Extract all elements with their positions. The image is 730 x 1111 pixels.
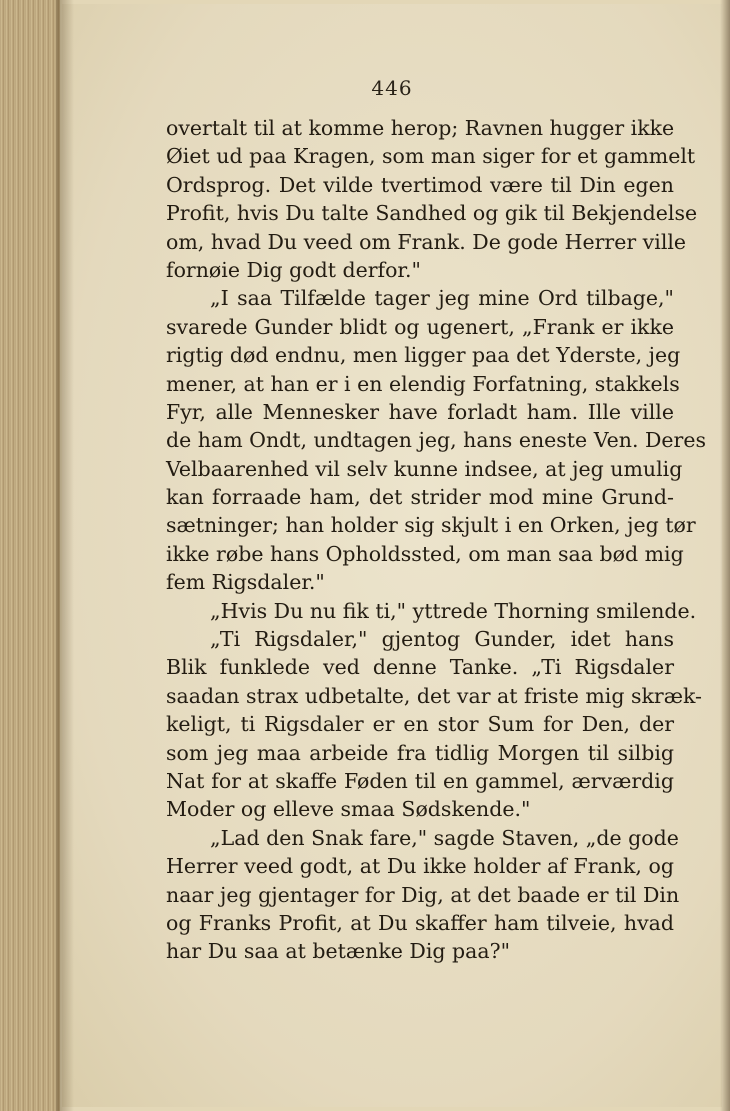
text-line: kan forraade ham, det strider mod mine Grund- (166, 485, 674, 510)
text-line: Nat for at skaffe Føden til en gammel, ærværdig (166, 768, 674, 793)
text-line: Blik funklede ved denne Tanke. „Ti Rigsdaler (166, 655, 674, 680)
text-line: ikke røbe hans Opholdssted, om man saa bød mig (166, 541, 684, 566)
text-line: de ham Ondt, undtagen jeg, hans eneste Ven. Deres (166, 428, 707, 453)
text-line: „Hvis Du nu fik ti," yttrede Thorning smilende. (210, 598, 697, 623)
text-line: Moder og elleve smaa Sødskende." (166, 797, 531, 822)
text-line: overtalt til at komme herop; Ravnen hugger ikke (166, 116, 675, 140)
gutter-shadow (56, 0, 74, 1111)
text-line: om, hvad Du veed om Frank. De gode Herrer ville (166, 229, 687, 254)
body-text (166, 114, 707, 966)
text-line: „I saa Tilfælde tager jeg mine Ord tilbage," (210, 286, 674, 311)
page-number: 446 (371, 76, 413, 100)
text-line: „Lad den Snak fare," sagde Staven, „de gode (210, 825, 679, 850)
text-line: naar jeg gjentager for Dig, at det baade er til Din (166, 882, 680, 907)
text-line: Velbaarenhed vil selv kunne indsee, at jeg umulig (166, 456, 683, 481)
page-edges (0, 0, 60, 1111)
text-line: som jeg maa arbeide fra tidlig Morgen til silbig (166, 740, 674, 765)
text-line: fem Rigsdaler." (166, 570, 325, 595)
text-line: keligt, ti Rigsdaler er en stor Sum for Den, der (166, 712, 674, 737)
text-line: fornøie Dig godt derfor." (166, 257, 421, 282)
text-line: svarede Gunder blidt og ugenert, „Frank er ikke (166, 314, 674, 339)
text-line: Øiet ud paa Kragen, som man siger for et gammelt (166, 144, 696, 169)
text-line: har Du saa at betænke Dig paa?" (166, 939, 511, 964)
text-line: Ordsprog. Det vilde tvertimod være til Din egen (166, 172, 674, 197)
text-line: sætninger; han holder sig skjult i en Orken, jeg tør (166, 513, 696, 538)
text-line: Herrer veed godt, at Du ikke holder af Frank, og (166, 854, 674, 879)
book-page (62, 4, 722, 1107)
text-line: „Ti Rigsdaler," gjentog Gunder, idet hans (210, 627, 674, 652)
text-line: og Franks Profit, at Du skaffer ham tilveie, hvad (166, 910, 674, 935)
text-line: saadan strax udbetalte, det var at friste mig skræk- (166, 683, 702, 708)
text-line: mener, at han er i en elendig Forfatning, stakkels (166, 371, 680, 396)
text-line: rigtig død endnu, men ligger paa det Yderste, jeg (166, 343, 681, 368)
text-line: Fyr, alle Mennesker have forladt ham. Ille ville (166, 399, 674, 424)
text-line: Profit, hvis Du talte Sandhed og gik til Bekjendelse (166, 201, 698, 226)
right-edge-shadow (720, 0, 730, 1111)
